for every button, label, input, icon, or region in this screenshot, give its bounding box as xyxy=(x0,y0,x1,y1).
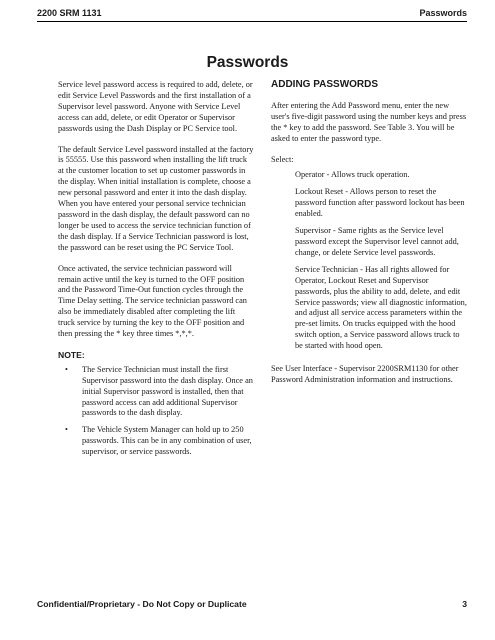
note-list xyxy=(58,365,254,458)
see-also-paragraph: See User Interface - Supervisor 2200SRM1130 for other Password Administration information and instructions. xyxy=(271,364,459,384)
footer-confidential: Confidential/Proprietary - Do Not Copy or Duplicate xyxy=(37,599,247,609)
section-heading: ADDING PASSWORDS xyxy=(271,79,379,90)
page-title: Passwords xyxy=(206,54,289,71)
page-number: 3 xyxy=(462,599,467,609)
bullet-icon: • xyxy=(65,425,68,435)
right-column xyxy=(271,80,467,396)
paragraph: Once activated, the service technician password will remain active until the key is turned to the OFF position and the Password Time-Out function cycles through the Time Delay setting. The service technician password can also be immediately disabled after completing the lift truck service by turning the key to the OFF position and then pressing the * key three times *,*,*. xyxy=(58,263,247,339)
paragraph: Service level password access is required to add, delete, or edit Service Level Passwords and the first installation of a Supervisor level password. Anyone with Service Level access can add, delete, or edit Operator or Supervisor passwords using the Dash Display or PC Service tool. xyxy=(58,80,253,133)
header-divider xyxy=(37,21,467,22)
password-type-option: Service Technician - Has all rights allowed for Operator, Lockout Reset and Supervisor passwords, plus the ability to add, delete, and edit Service passwords; view all diagnostic information, and adjust all service access parameters within the pre-set limits. On trucks equipped with the hood switch option, a Service password allows truck to be started with hood open. xyxy=(295,264,467,351)
left-column xyxy=(58,80,254,464)
paragraph: The default Service Level password installed at the factory is 55555. Use this password when installing the lift truck at the customer location to set up customer passwords in the display. When initial installation is complete, choose a new personal password and enter it into the dash display. When you have entered your personal service technician password in the dash display, the default password can no longer be used to access the service technician function of the dash display. If a Service Technician password is lost, the password can be reset using the PC Service Tool. xyxy=(58,144,254,252)
note-item: • The Vehicle System Manager can hold up to 250 passwords. This can be in any combination of user, supervisor, or service passwords. xyxy=(65,425,252,457)
select-label: Select: xyxy=(271,154,294,164)
password-type-option: Lockout Reset - Allows person to reset the password function after password lockout has been enabled. xyxy=(295,187,465,219)
intro-paragraph: After entering the Add Password menu, enter the new user's five-digit password using the number keys and press the * key to add the password. See Table 3. You will be asked to enter the password type. xyxy=(271,100,467,143)
header-doc-number: 2200 SRM 1131 xyxy=(37,8,102,18)
password-type-option: Supervisor - Same rights as the Service level password except the Supervisor level cannot add, change, or delete Service level passwords. xyxy=(295,226,459,257)
note-label: NOTE: xyxy=(58,349,85,360)
password-type-option: Operator - Allows truck operation. xyxy=(295,170,410,180)
note-item: • The Service Technician must install the first Supervisor password into the dash display. Once an initial Supervisor password is installed, then that password access can add additional Supervisor passwords to the dash display. xyxy=(65,364,253,418)
bullet-icon: • xyxy=(65,364,68,374)
header-section-title: Passwords xyxy=(419,8,467,18)
